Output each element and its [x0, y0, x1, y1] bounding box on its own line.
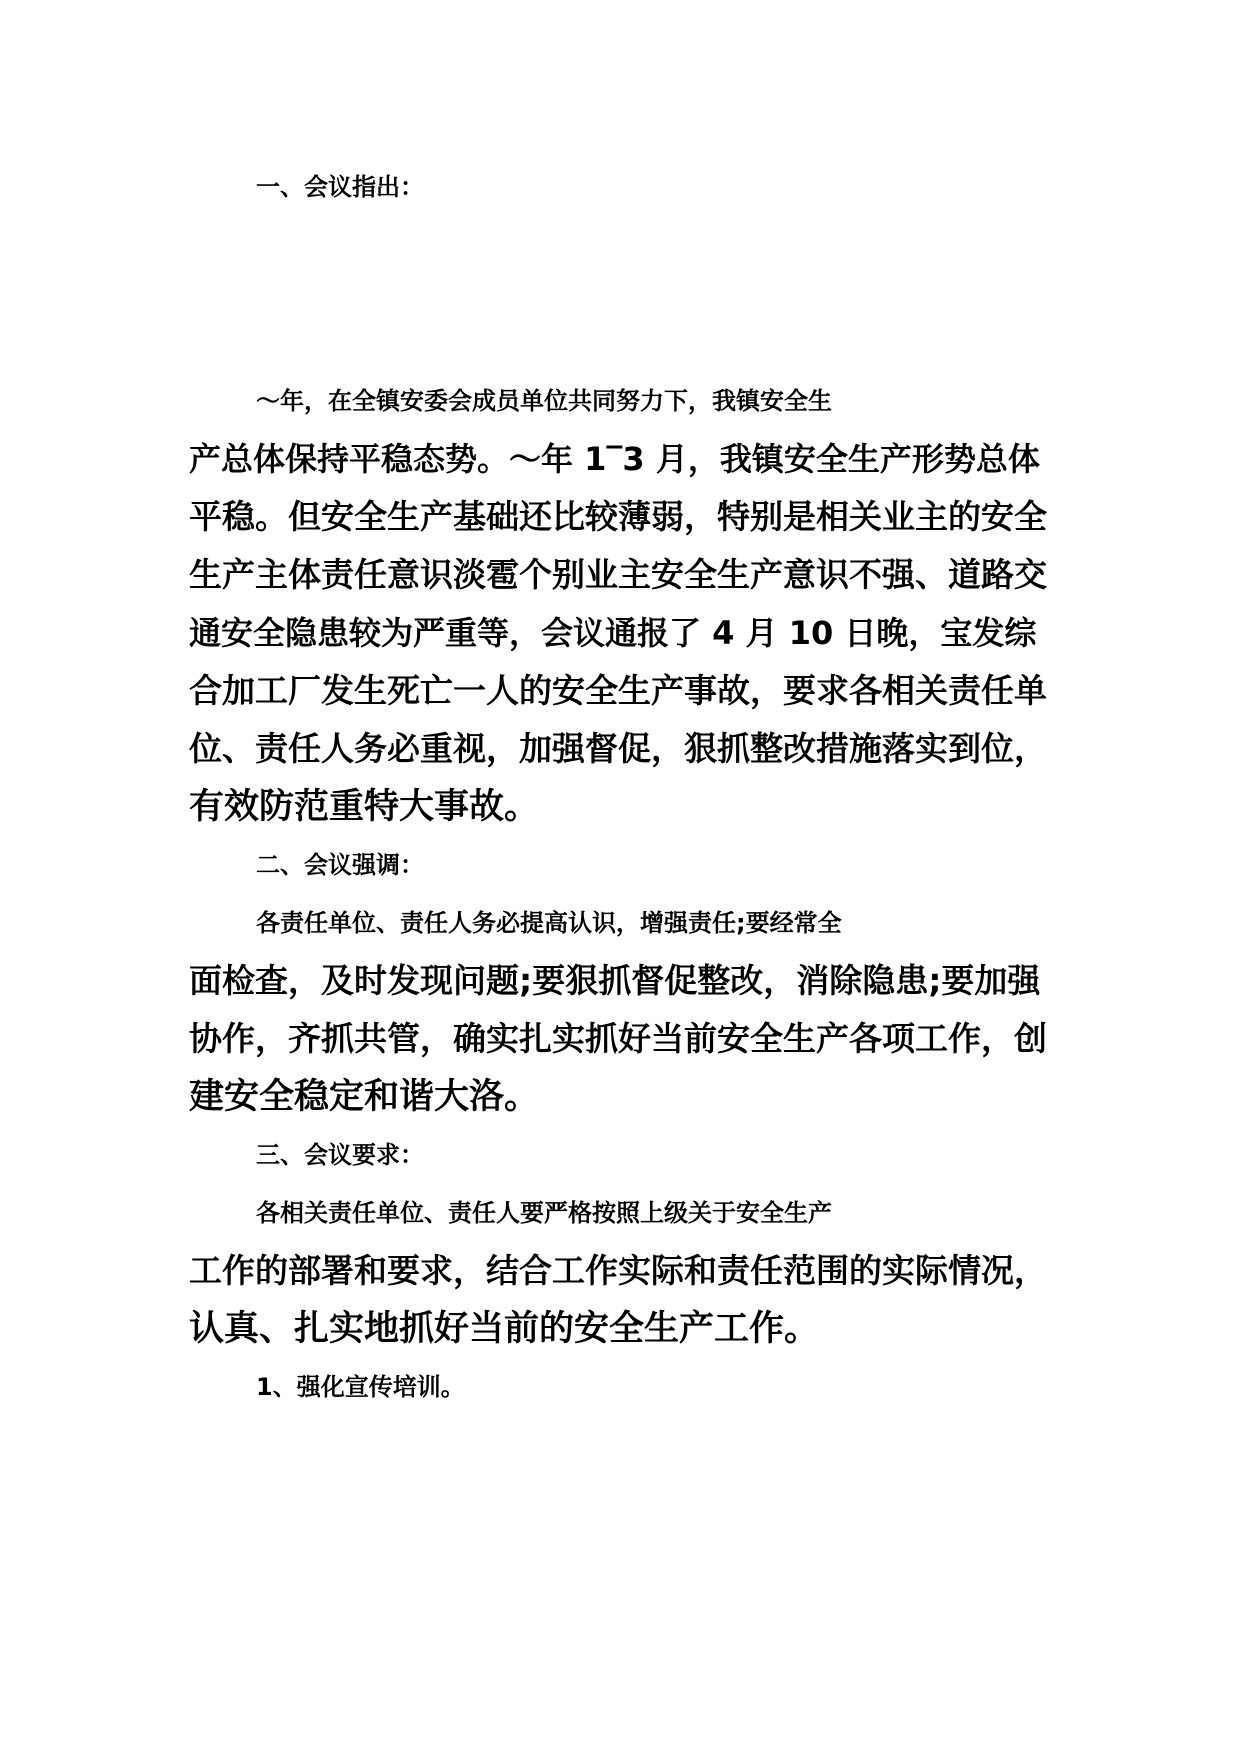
- section-heading-3: 三、会议要求：: [256, 1141, 424, 1169]
- paragraph-line: 生产主体责任意识淡雹个别业主安全生产意识不强、道路交: [189, 555, 1047, 594]
- paragraph-line: 平稳。但安全生产基础还比较薄弱，特别是相关业主的安全: [189, 497, 1047, 536]
- section-heading-2: 二、会议强调：: [256, 851, 424, 879]
- paragraph-line: 通安全隐患较为严重等，会议通报了 4 月 10 日晚，宝发综: [189, 614, 1037, 652]
- paragraph-line: 认真、扎实地抓好当前的安全生产工作。: [189, 1309, 820, 1349]
- paragraph-line: ～年，在全镇安委会成员单位共同努力下，我镇安全生: [256, 387, 832, 415]
- paragraph-line: 协作，齐抓共管，确实扎实抓好当前安全生产各项工作，创: [189, 1019, 1047, 1058]
- paragraph-line: 各相关责任单位、责任人要严格按照上级关于安全生产: [256, 1199, 832, 1227]
- paragraph-line: 有效防范重特大事故。: [189, 787, 540, 827]
- paragraph-line: 合加工厂发生死亡一人的安全生产事故，要求各相关责任单: [189, 671, 1047, 710]
- paragraph-line: 位、责任人务必重视，加强督促，狠抓整改措施落实到位，: [189, 729, 1047, 768]
- paragraph-line: 工作的部署和要求，结合工作实际和责任范围的实际情况，: [189, 1251, 1047, 1290]
- section-heading-1: 一、会议指出：: [256, 173, 424, 201]
- paragraph-line: 产总体保持平稳态势。～年 1‾3 月，我镇安全生产形势总体: [189, 440, 1040, 478]
- paragraph-line: 建安全稳定和谐大洛。: [189, 1077, 540, 1117]
- paragraph-line: 各责任单位、责任人务必提高认识，增强责任;要经常全: [256, 909, 842, 937]
- list-item-heading: 1、强化宣传培训。: [256, 1373, 465, 1401]
- paragraph-line: 面检查，及时发现问题;要狠抓督促整改，消除隐患;要加强: [189, 961, 1041, 1000]
